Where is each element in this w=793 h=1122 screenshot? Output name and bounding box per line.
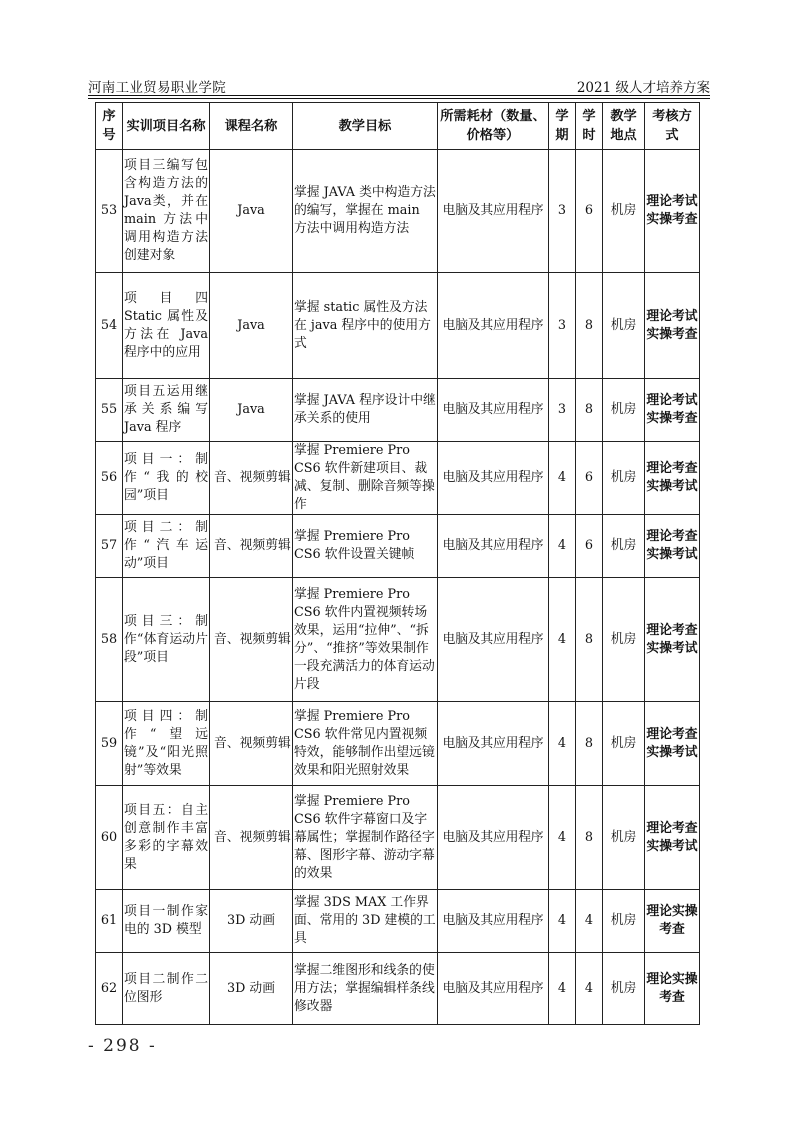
hours: 6: [576, 150, 603, 273]
assessment: 理论实操考查: [645, 890, 700, 953]
col-header-goal: 教学目标: [293, 103, 438, 150]
materials: 电脑及其应用程序: [438, 578, 549, 702]
semester: 4: [549, 515, 576, 578]
project-name: 项目五运用继承关系编写 Java 程序: [123, 379, 210, 442]
teaching-goal: 掌握 Premiere Pro CS6 软件设置关键帧: [293, 515, 438, 578]
table-row: [96, 150, 700, 273]
location: 机房: [603, 953, 645, 1025]
page-number: - 298 -: [88, 1036, 157, 1056]
location: 机房: [603, 578, 645, 702]
project-name: 项目一制作家电的 3D 模型: [123, 890, 210, 953]
project-name: 项目一：制作“我的校园”项目: [123, 442, 210, 515]
teaching-goal: 掌握 Premiere Pro CS6 软件新建项目、裁减、复制、删除音频等操作: [293, 442, 438, 515]
materials: 电脑及其应用程序: [438, 953, 549, 1025]
table-row: [96, 953, 700, 1025]
header-rule-thin: [88, 98, 710, 99]
course-name: 音、视频剪辑: [210, 578, 293, 702]
project-name: 项 目 四 Static 属性及方法在 Java 程序中的应用: [123, 273, 210, 379]
course-name: Java: [210, 273, 293, 379]
semester: 3: [549, 273, 576, 379]
semester: 4: [549, 442, 576, 515]
course-name: 音、视频剪辑: [210, 786, 293, 890]
materials: 电脑及其应用程序: [438, 786, 549, 890]
row-index: 62: [96, 953, 123, 1025]
teaching-goal: 掌握 3DS MAX 工作界面、常用的 3D 建模的工具: [293, 890, 438, 953]
table-row: [96, 786, 700, 890]
materials: 电脑及其应用程序: [438, 702, 549, 786]
teaching-goal: 掌握 JAVA 程序设计中继承关系的使用: [293, 379, 438, 442]
materials: 电脑及其应用程序: [438, 379, 549, 442]
table-row: [96, 442, 700, 515]
col-header-assessment: 考核方式: [645, 103, 700, 150]
col-header-location: 教学地点: [603, 103, 645, 150]
assessment: 理论考查实操考试: [645, 786, 700, 890]
location: 机房: [603, 150, 645, 273]
assessment: 理论考查实操考试: [645, 442, 700, 515]
header-rule: [88, 95, 710, 96]
semester: 3: [549, 150, 576, 273]
assessment: 理论考试实操考查: [645, 150, 700, 273]
col-header-project: 实训项目名称: [123, 103, 210, 150]
assessment: 理论实操考查: [645, 953, 700, 1025]
assessment: 理论考查实操考试: [645, 515, 700, 578]
materials: 电脑及其应用程序: [438, 515, 549, 578]
location: 机房: [603, 273, 645, 379]
course-name: Java: [210, 150, 293, 273]
row-index: 56: [96, 442, 123, 515]
training-projects-table: [95, 102, 700, 1025]
table-row: [96, 273, 700, 379]
col-header-index: 序号: [96, 103, 123, 150]
course-name: 3D 动画: [210, 953, 293, 1025]
location: 机房: [603, 890, 645, 953]
row-index: 53: [96, 150, 123, 273]
table-row: [96, 578, 700, 702]
materials: 电脑及其应用程序: [438, 150, 549, 273]
table-row: [96, 515, 700, 578]
project-name: 项目五：自主创意制作丰富多彩的字幕效果: [123, 786, 210, 890]
row-index: 55: [96, 379, 123, 442]
table-row: [96, 890, 700, 953]
page-header: [88, 76, 710, 94]
teaching-goal: 掌握 Premiere Pro CS6 软件字幕窗口及字幕属性；掌握制作路径字幕、图形字幕、游动字幕的效果: [293, 786, 438, 890]
location: 机房: [603, 702, 645, 786]
course-name: 音、视频剪辑: [210, 442, 293, 515]
location: 机房: [603, 442, 645, 515]
col-header-semester: 学期: [549, 103, 576, 150]
course-name: 音、视频剪辑: [210, 702, 293, 786]
row-index: 57: [96, 515, 123, 578]
row-index: 58: [96, 578, 123, 702]
hours: 8: [576, 702, 603, 786]
row-index: 61: [96, 890, 123, 953]
teaching-goal: 掌握 JAVA 类中构造方法的编写，掌握在 main 方法中调用构造方法: [293, 150, 438, 273]
course-name: 音、视频剪辑: [210, 515, 293, 578]
hours: 8: [576, 786, 603, 890]
hours: 6: [576, 442, 603, 515]
teaching-goal: 掌握 static 属性及方法在 java 程序中的使用方式: [293, 273, 438, 379]
semester: 3: [549, 379, 576, 442]
teaching-goal: 掌握 Premiere Pro CS6 软件内置视频转场效果，运用“拉伸”、“拆分”、“推挤”等效果制作一段充满活力的体育运动片段: [293, 578, 438, 702]
hours: 8: [576, 379, 603, 442]
col-header-hours: 学时: [576, 103, 603, 150]
semester: 4: [549, 890, 576, 953]
semester: 4: [549, 578, 576, 702]
hours: 4: [576, 953, 603, 1025]
row-index: 60: [96, 786, 123, 890]
document-title: 2021 级人才培养方案: [576, 80, 710, 96]
materials: 电脑及其应用程序: [438, 442, 549, 515]
assessment: 理论考试实操考查: [645, 379, 700, 442]
hours: 8: [576, 273, 603, 379]
materials: 电脑及其应用程序: [438, 890, 549, 953]
semester: 4: [549, 953, 576, 1025]
table-row: [96, 702, 700, 786]
assessment: 理论考试实操考查: [645, 273, 700, 379]
assessment: 理论考查实操考试: [645, 578, 700, 702]
location: 机房: [603, 515, 645, 578]
course-name: 3D 动画: [210, 890, 293, 953]
location: 机房: [603, 786, 645, 890]
row-index: 59: [96, 702, 123, 786]
col-header-materials: 所需耗材（数量、价格等）: [438, 103, 549, 150]
semester: 4: [549, 786, 576, 890]
semester: 4: [549, 702, 576, 786]
project-name: 项目四：制作“望远镜”及“阳光照射”等效果: [123, 702, 210, 786]
hours: 4: [576, 890, 603, 953]
project-name: 项目二：制作“汽车运动”项目: [123, 515, 210, 578]
table-row: [96, 379, 700, 442]
assessment: 理论考查实操考试: [645, 702, 700, 786]
project-name: 项目二制作二位图形: [123, 953, 210, 1025]
hours: 8: [576, 578, 603, 702]
table-header: [96, 103, 700, 150]
hours: 6: [576, 515, 603, 578]
row-index: 54: [96, 273, 123, 379]
teaching-goal: 掌握二维图形和线条的使用方法；掌握编辑样条线修改器: [293, 953, 438, 1025]
col-header-course: 课程名称: [210, 103, 293, 150]
school-name: 河南工业贸易职业学院: [88, 80, 226, 96]
materials: 电脑及其应用程序: [438, 273, 549, 379]
location: 机房: [603, 379, 645, 442]
course-name: Java: [210, 379, 293, 442]
project-name: 项目三：制作“体育运动片段”项目: [123, 578, 210, 702]
teaching-goal: 掌握 Premiere Pro CS6 软件常见内置视频特效，能够制作出望远镜效果和阳光照射效果: [293, 702, 438, 786]
project-name: 项目三编写包含构造方法的Java类，并在main 方法中调用构造方法创建对象: [123, 150, 210, 273]
